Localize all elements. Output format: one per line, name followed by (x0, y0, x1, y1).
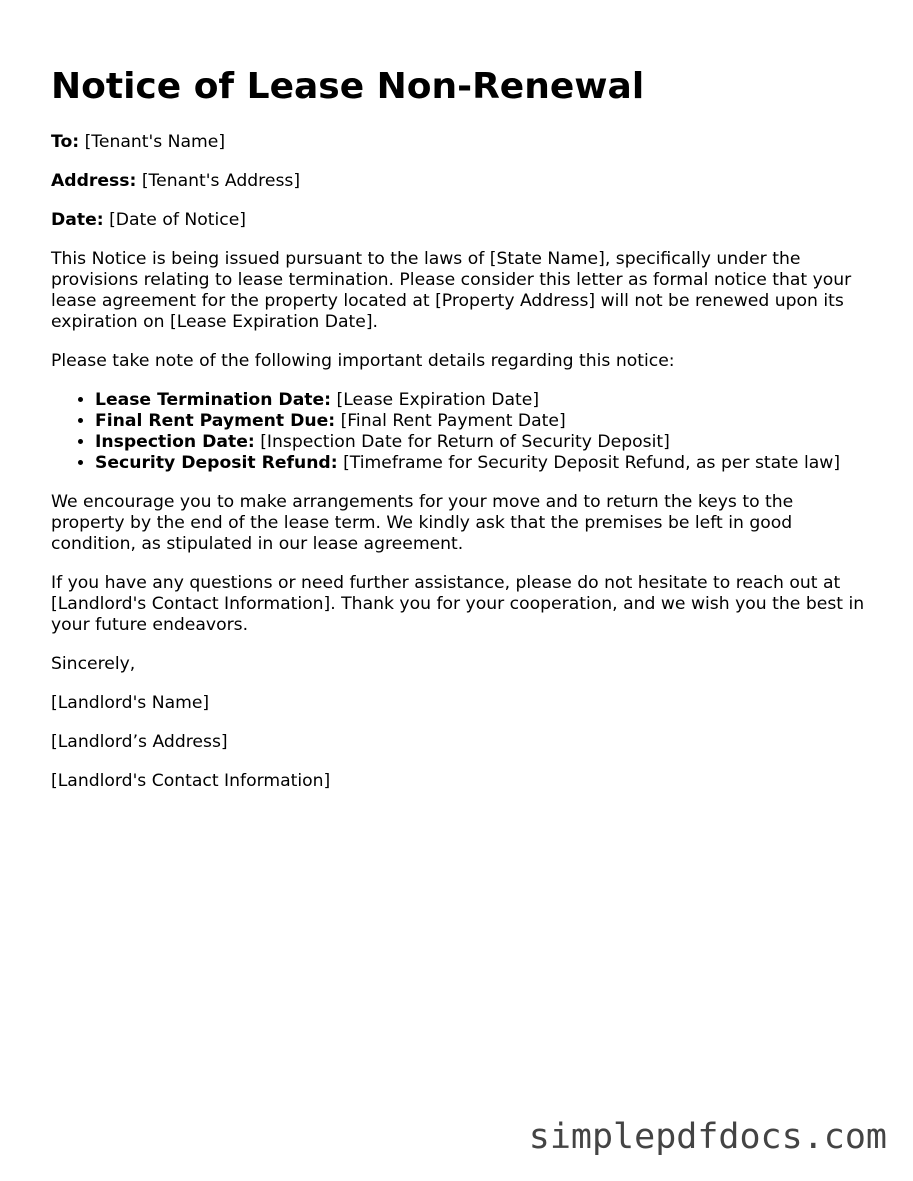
field-to (51, 132, 866, 153)
paragraph-notice: This Notice is being issued pursuant to the laws of [State Name], specifically under the provisions relating to lease termination. Please consider this letter as formal notice that your lease agreement for the property located at [Property Address] will not be renewed upon its expiration on [Lease Expiration Date]. (51, 249, 852, 332)
detail-label: Security Deposit Refund: (95, 453, 338, 473)
document-title: Notice of Lease Non-Renewal (51, 66, 645, 107)
signature-address: [Landlord’s Address] (51, 732, 228, 752)
field-label: Address: (51, 171, 137, 191)
detail-value: [Final Rent Payment Date] (335, 411, 566, 431)
watermark: simplepdfdocs.com (528, 1117, 887, 1157)
field-value: [Tenant's Name] (79, 132, 226, 152)
details-list (51, 390, 866, 474)
paragraph-details-intro: Please take note of the following important details regarding this notice: (51, 351, 675, 371)
document-body (51, 132, 866, 810)
paragraph-arrangements: We encourage you to make arrangements for your move and to return the keys to the property by the end of the lease term. We kindly ask that the premises be left in good condition, as stipulated in our lease agreement. (51, 492, 794, 554)
list-item (95, 390, 866, 411)
list-item (95, 453, 866, 474)
detail-value: [Lease Expiration Date] (331, 390, 540, 410)
signature-contact: [Landlord's Contact Information] (51, 771, 331, 791)
field-label: Date: (51, 210, 104, 230)
list-item (95, 411, 866, 432)
detail-label: Final Rent Payment Due: (95, 411, 336, 431)
detail-label: Inspection Date: (95, 432, 255, 452)
field-value: [Tenant's Address] (136, 171, 301, 191)
field-date (51, 210, 866, 231)
paragraph-questions: If you have any questions or need further assistance, please do not hesitate to reach out at [Landlord's Contact Information]. Thank you for your cooperation, and we wish you the best in your future endeavors. (51, 573, 865, 635)
closing: Sincerely, (51, 654, 136, 674)
detail-label: Lease Termination Date: (95, 390, 332, 410)
field-address (51, 171, 866, 192)
field-value: [Date of Notice] (103, 210, 246, 230)
detail-value: [Inspection Date for Return of Security Deposit] (254, 432, 670, 452)
signature-name: [Landlord's Name] (51, 693, 210, 713)
field-label: To: (51, 132, 80, 152)
detail-value: [Timeframe for Security Deposit Refund, as per state law] (337, 453, 841, 473)
list-item (95, 432, 866, 453)
